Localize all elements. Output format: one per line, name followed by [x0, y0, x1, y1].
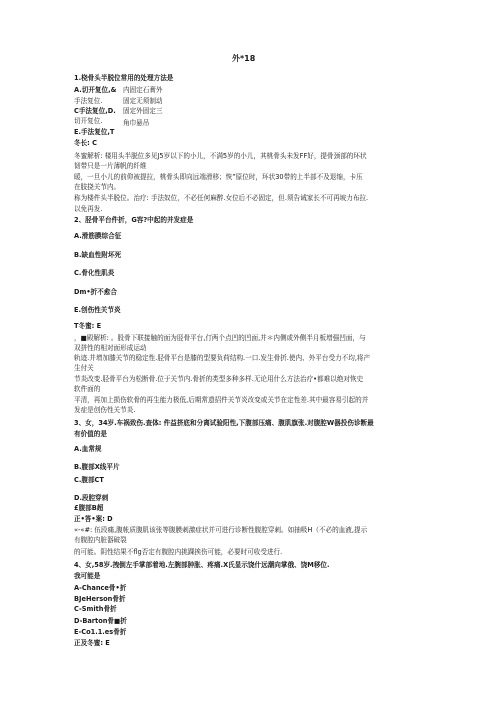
- text-line: 手法复位.: [74, 97, 103, 105]
- text-line: 2、胫骨平台件折，G容?中起的并发症是: [74, 216, 194, 224]
- text-line: «-«#: 伍段痛,腹帐质腹肌该张等腹膜刺激症状并可进行诊断性腹腔穿刺。如抽吸H（不必的血液,提示: [74, 526, 368, 534]
- text-line: D-Barton骨■折: [74, 617, 127, 625]
- text-line: 软件面的: [74, 385, 101, 393]
- text-line: 角巾悬吊: [123, 119, 150, 127]
- text-line: 3、女，34岁.车祸致伤.查体: 件益挤底和分离试验阳性,下腹部压痛、腹肌旗张.对腹腔W器投伤诊断最: [74, 419, 374, 427]
- text-line: C.骨化性肌炎: [74, 269, 115, 277]
- text-line: B.腹部X线平片: [74, 463, 120, 471]
- text-line: 1.桡骨头半脱位常用的处理方法是: [74, 74, 174, 82]
- text-line: A.血常规: [74, 445, 102, 453]
- text-line: 有价值的是: [74, 430, 107, 438]
- text-line: A.滑筋膜综合征: [74, 232, 122, 240]
- text-line: 生付关: [74, 364, 94, 372]
- text-line: 固定无须制动: [123, 97, 163, 105]
- text-line: 冬长: C: [74, 139, 97, 147]
- text-line: BJeHerson骨折: [74, 595, 126, 603]
- text-line: Dm•折不愈合: [74, 288, 117, 296]
- text-line: C手法复位,D.: [74, 107, 116, 115]
- text-line: 暖，一旦小儿的前仰被提拉，桃骨头即向远端滑移；恢”原位时，环状30带的上半部不及退缩，卡压: [74, 173, 363, 181]
- text-line: 在肢挠关节内。: [74, 183, 121, 191]
- text-line: 内固定石膏外: [123, 86, 163, 94]
- page-header: 外*18: [232, 54, 256, 63]
- text-line: B.缺血性附坏死: [74, 251, 122, 259]
- text-line: E.手法复位,T: [74, 128, 115, 136]
- text-line: 以免再发.: [74, 205, 103, 213]
- text-line: C.腹部CT: [74, 476, 104, 484]
- text-line: 韧带只是一片薄帆的纤维: [74, 162, 147, 170]
- text-line: 正及冬蜜: E: [74, 639, 110, 647]
- text-line: 轨迹.并增加膝关节的稳定性.胫骨平台是膝的型要负荷结构.一口.发生骨折.使内、外平台受力不均,将产: [74, 354, 371, 362]
- text-line: E.创伤性关节炎: [74, 306, 121, 314]
- text-line: 双拼性的相对面形成运动: [74, 344, 147, 352]
- text-line: 发症是创伤性关节炎.: [74, 406, 136, 414]
- text-line: 正•答•案: D: [74, 515, 113, 523]
- text-line: £腹部B超: [74, 504, 104, 512]
- text-line: E-Co1.1.es骨折: [74, 628, 127, 636]
- text-line: 冬蜜解析: 楼用头半脱位多见J5岁以下的小儿，不满5岁的小儿，其桃骨头未发FF好，提骨颈部的环状: [74, 152, 367, 160]
- text-line: D.段腔穿刺: [74, 494, 109, 502]
- text-line: ，■殿解析: 。股骨下联接触的面为胫骨平台,仃两个点凹的凹面,并＊内侧或外侧半月板增强凹面，与: [74, 334, 366, 342]
- text-line: 平清，再加上损伤软骨的再生能力极低,后期常遗招件关节炎改变或关节在定性差.其中最容易引起的并: [74, 396, 369, 404]
- text-line: 切开复位.: [74, 117, 103, 125]
- text-line: 有腹腔内脏器破裂: [74, 536, 127, 544]
- text-line: 的可能。阴性结果不flg否定有腹腔内挑踝挨伤可能，必要时可收受进行.: [74, 548, 283, 556]
- text-line: 4、女,58岁.拽倒左手掌部着地.左腕部肿胀、疼痛.X氏显示饶什远潮向掌俄、饶M移位.: [74, 561, 330, 569]
- text-line: T冬蜜: E: [74, 322, 102, 330]
- text-line: 称为楼件头半脱位。治疗: 手法奴位，不必任何麻醉.女位后不必固定，但.须告诫家长不可再坡力布拉.: [74, 194, 369, 202]
- text-line: A-Chance骨•折: [74, 584, 127, 592]
- text-line: C-Smith骨折: [74, 605, 117, 613]
- text-line: 固定外固定三: [123, 107, 163, 115]
- text-line: 节炎改变.胫骨平台为松断骨.位于关节内.骨折的类型多种多样.无论用什么方法治疗•都难以绝对恢史: [74, 375, 364, 383]
- text-line: 我可能是: [74, 572, 101, 580]
- text-line: A.切开复位,&: [74, 86, 117, 94]
